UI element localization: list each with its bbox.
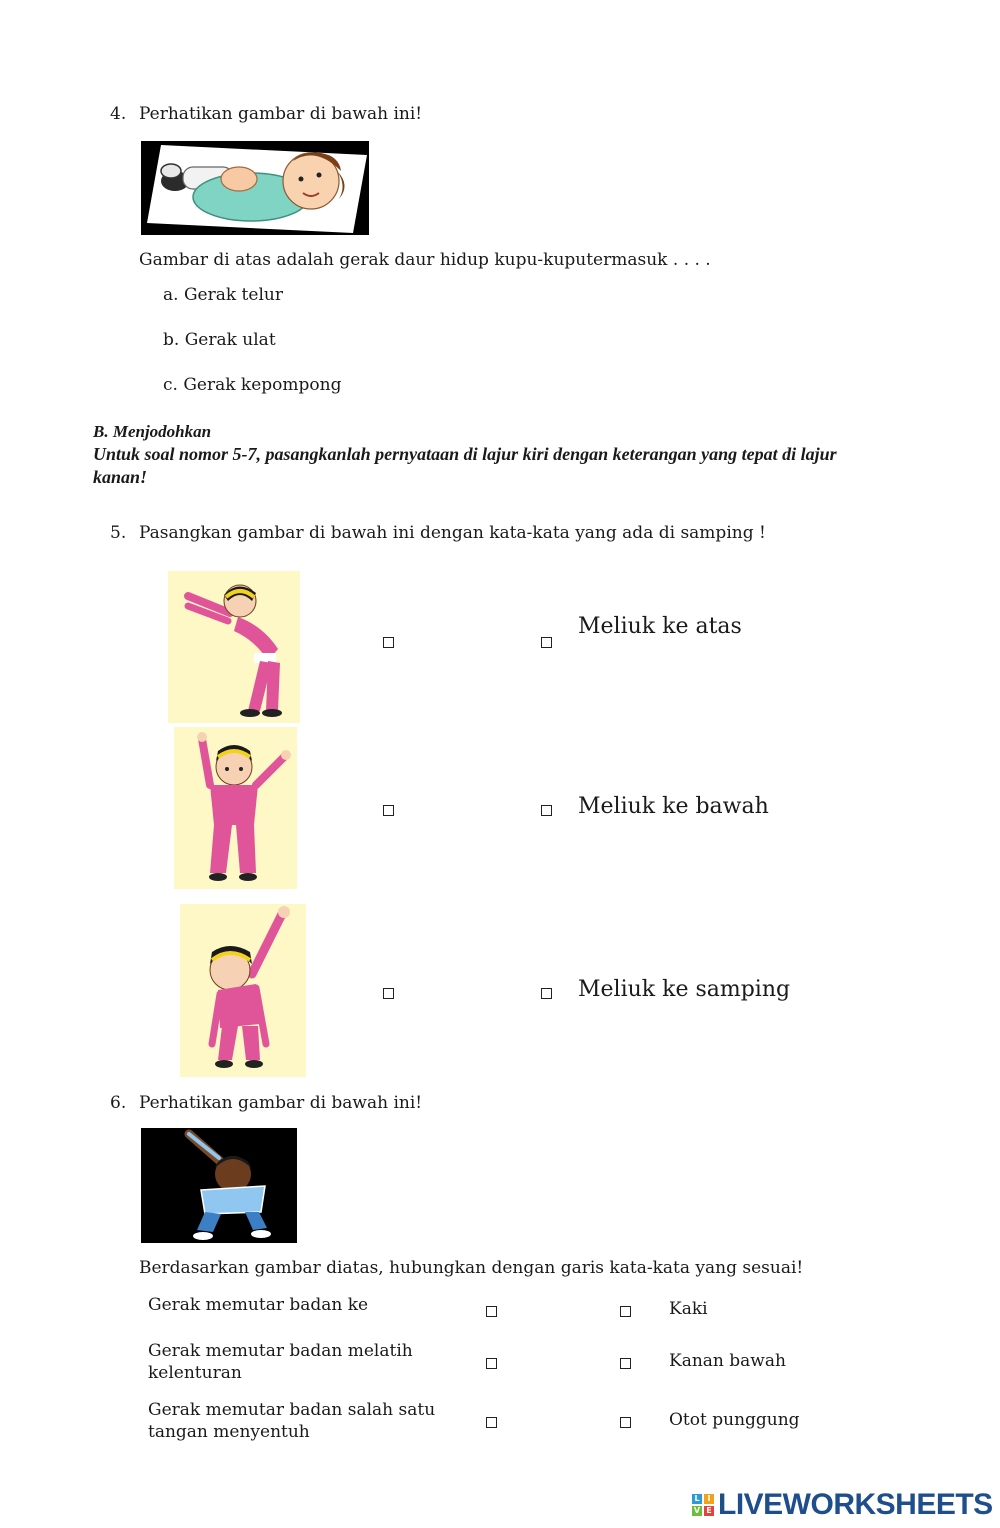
question-4-number: 4. <box>110 104 127 124</box>
q6-right-text-1: Kaki <box>669 1299 708 1319</box>
question-4-text: Gambar di atas adalah gerak daur hidup kupu-kuputermasuk . . . . <box>139 250 711 270</box>
q5-image-bend-back <box>168 571 300 723</box>
q6-left-text-1: Gerak memutar badan ke <box>148 1295 369 1315</box>
q4-image-child-curled <box>141 141 369 235</box>
q4-option-a[interactable]: a. Gerak telur <box>163 285 283 305</box>
q5-right-box-3[interactable] <box>541 988 552 999</box>
q4-option-c[interactable]: c. Gerak kepompong <box>163 375 342 395</box>
q5-left-box-2[interactable] <box>383 805 394 816</box>
q6-right-box-3[interactable] <box>620 1417 631 1428</box>
question-6-prompt: Perhatikan gambar di bawah ini! <box>139 1093 423 1113</box>
question-4-prompt: Perhatikan gambar di bawah ini! <box>139 104 423 124</box>
q4-option-b[interactable]: b. Gerak ulat <box>163 330 276 350</box>
section-b-title: B. Menjodohkan <box>93 422 212 441</box>
question-5-prompt: Pasangkan gambar di bawah ini dengan kata-kata yang ada di samping ! <box>139 523 766 543</box>
liveworksheets-logo-mark: L I V E <box>692 1494 714 1516</box>
q6-right-text-2: Kanan bawah <box>669 1351 786 1371</box>
q6-right-text-3: Otot punggung <box>669 1410 800 1430</box>
q6-left-text-3: Gerak memutar badan salah satu tangan menyentuh <box>148 1400 436 1442</box>
q5-right-box-2[interactable] <box>541 805 552 816</box>
q5-image-arms-up <box>174 727 297 889</box>
q5-label-1: Meliuk ke atas <box>578 614 742 639</box>
q5-right-box-1[interactable] <box>541 637 552 648</box>
liveworksheets-logo[interactable] <box>692 1488 993 1522</box>
q6-right-box-2[interactable] <box>620 1358 631 1369</box>
section-b-instruction: Untuk soal nomor 5-7, pasangkanlah pernyataan di lajur kiri dengan keterangan yang tepat di lajur kanan! <box>93 444 837 487</box>
question-5-number: 5. <box>110 523 127 543</box>
q6-left-text-2: Gerak memutar badan melatih kelenturan <box>148 1341 413 1383</box>
liveworksheets-logo-text: LIVEWORKSHEETS <box>718 1488 993 1521</box>
q6-left-box-2[interactable] <box>486 1358 497 1369</box>
question-6-number: 6. <box>110 1093 127 1113</box>
q5-label-3: Meliuk ke samping <box>578 977 791 1002</box>
q6-left-box-1[interactable] <box>486 1306 497 1317</box>
q6-left-box-3[interactable] <box>486 1417 497 1428</box>
q5-left-box-1[interactable] <box>383 637 394 648</box>
q6-right-box-1[interactable] <box>620 1306 631 1317</box>
q6-image-boy-twist <box>141 1128 297 1243</box>
q5-left-box-3[interactable] <box>383 988 394 999</box>
q5-label-2: Meliuk ke bawah <box>578 794 769 819</box>
question-6-text: Berdasarkan gambar diatas, hubungkan dengan garis kata-kata yang sesuai! <box>139 1258 804 1278</box>
q5-image-side-bend <box>180 904 306 1077</box>
